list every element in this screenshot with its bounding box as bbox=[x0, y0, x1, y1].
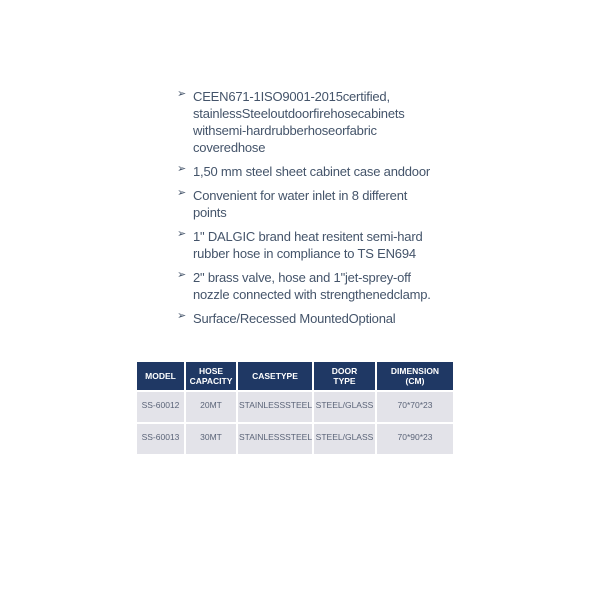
feature-text: points bbox=[193, 205, 227, 220]
arrow-bullet-icon: ➢ bbox=[177, 228, 187, 240]
feature-text: nozzle connected with strengthenedclamp. bbox=[193, 287, 431, 302]
col-header-dimension bbox=[377, 362, 453, 390]
header-line: HOSE bbox=[198, 366, 224, 376]
feature-text: withsemi-hardrubberhoseorfabric bbox=[193, 123, 377, 138]
feature-text: coveredhose bbox=[193, 140, 266, 155]
cell-model: SS-60013 bbox=[137, 424, 184, 454]
spec-table-body bbox=[137, 392, 453, 454]
cell-casetype: STAINLESSSTEEL bbox=[238, 392, 312, 422]
feature-text: rubber hose in compliance to TS EN694 bbox=[193, 246, 416, 261]
arrow-bullet-icon: ➢ bbox=[177, 187, 187, 199]
list-item bbox=[178, 228, 438, 262]
cell-door-type: STEEL/GLASS bbox=[314, 424, 375, 454]
header-line: MODEL bbox=[145, 371, 176, 381]
cell-door-type: STEEL/GLASS bbox=[314, 392, 375, 422]
feature-text: 1,50 mm steel sheet cabinet case anddoor bbox=[193, 164, 430, 179]
col-header-model bbox=[137, 362, 184, 390]
feature-text: Surface/Recessed MountedOptional bbox=[193, 311, 396, 326]
feature-text: 1" DALGIC brand heat resitent semi-hard bbox=[193, 229, 423, 244]
header-line: DOOR bbox=[331, 366, 358, 376]
table-row bbox=[137, 424, 453, 454]
arrow-bullet-icon: ➢ bbox=[177, 88, 187, 100]
table-row bbox=[137, 392, 453, 422]
cell-hose-capacity: 30MT bbox=[186, 424, 236, 454]
header-line: CASETYPE bbox=[252, 371, 298, 381]
feature-text: Convenient for water inlet in 8 different bbox=[193, 188, 408, 203]
list-item bbox=[178, 88, 438, 156]
spec-table bbox=[135, 360, 455, 456]
cell-casetype: STAINLESSSTEEL bbox=[238, 424, 312, 454]
list-item bbox=[178, 187, 438, 221]
list-item bbox=[178, 310, 438, 327]
feature-text: CEEN671-1ISO9001-2015certified, bbox=[193, 89, 390, 104]
header-line: TYPE bbox=[333, 376, 356, 386]
arrow-bullet-icon: ➢ bbox=[177, 163, 187, 175]
feature-list bbox=[178, 88, 438, 334]
feature-text: 2" brass valve, hose and 1"jet-sprey-off bbox=[193, 270, 411, 285]
col-header-casetype bbox=[238, 362, 312, 390]
feature-text: stainlessSteeloutdoorfirehosecabinets bbox=[193, 106, 405, 121]
header-line: CAPACITY bbox=[189, 376, 233, 386]
list-item bbox=[178, 269, 438, 303]
col-header-door-type bbox=[314, 362, 375, 390]
list-item bbox=[178, 163, 438, 180]
cell-dimension: 70*70*23 bbox=[377, 392, 453, 422]
arrow-bullet-icon: ➢ bbox=[177, 269, 187, 281]
header-row bbox=[137, 362, 453, 390]
header-line: DIMENSION bbox=[390, 366, 440, 376]
header-line: (CM) bbox=[405, 376, 425, 386]
cell-dimension: 70*90*23 bbox=[377, 424, 453, 454]
cell-hose-capacity: 20MT bbox=[186, 392, 236, 422]
spec-table-header bbox=[137, 362, 453, 390]
arrow-bullet-icon: ➢ bbox=[177, 310, 187, 322]
cell-model: SS-60012 bbox=[137, 392, 184, 422]
col-header-hose-capacity bbox=[186, 362, 236, 390]
